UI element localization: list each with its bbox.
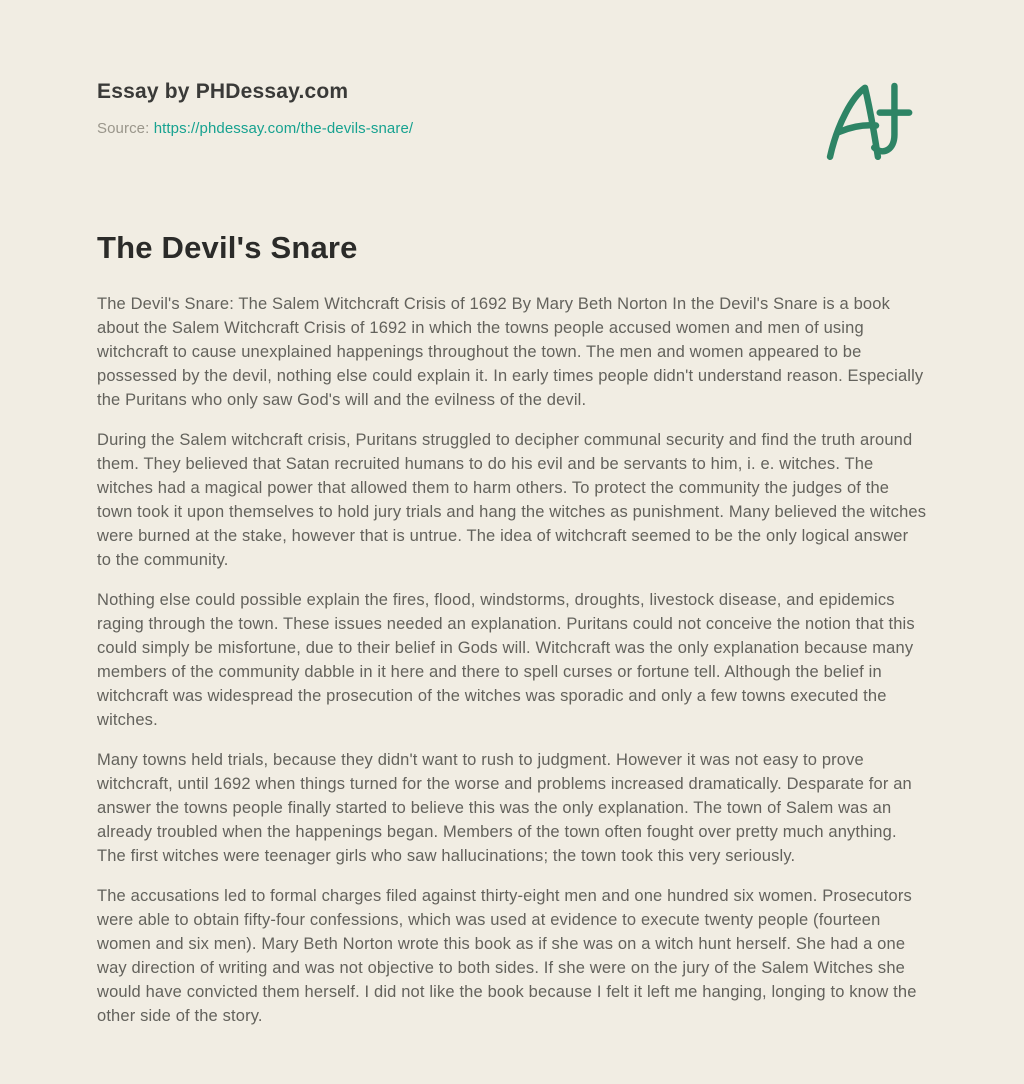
source-line: [97, 120, 413, 137]
essay-paragraph: Nothing else could possible explain the fires, flood, windstorms, droughts, livestock disease, and epidemics raging through the town. These issues needed an explanation. Puritans could not conceive the notion that this could simply be misfortune, due to their belief in Gods will. Witchcraft was the only explanation because many members of the community dabble in it here and there to spell curses or fortune tell. Although the belief in witchcraft was widespread the prosecution of the witches was sporadic and only a few towns executed the witches.: [97, 591, 915, 729]
source-link[interactable]: https://phdessay.com/the-devils-snare/: [153, 120, 414, 137]
essay-paragraph: The Devil's Snare: The Salem Witchcraft Crisis of 1692 By Mary Beth Norton In the Devil's Snare is a book about the Salem Witchcraft Crisis of 1692 in which the towns people accused women and men of using witchcraft to cause unexplained happenings throughout the town. The men and women appeared to be possessed by the devil, nothing else could explain it. In early times people didn't understand reason. Especially the Puritans who only saw God's will and the evilness of the devil.: [97, 295, 924, 409]
essay-title: The Devil's Snare: [97, 230, 358, 265]
source-label: Source:: [97, 120, 150, 137]
essay-paragraph: The accusations led to formal charges filed against thirty-eight men and one hundred six women. Prosecutors were able to obtain fifty-four confessions, which was used at evidence to execute twenty people (fourteen women and six men). Mary Beth Norton wrote this book as if she was on a witch hunt herself. She had a one way direction of writing and was not objective to both sides. If she were on the jury of the Salem Witches she would have convicted them herself. I did not like the book because I felt it left me hanging, longing to know the other side of the story.: [97, 887, 917, 1025]
essay-paragraph: Many towns held trials, because they didn't want to rush to judgment. However it was not easy to prove witchcraft, until 1692 when things turned for the worse and problems increased dramatically. Desparate for an answer the towns people finally started to believe this was the only explanation. The town of Salem was an already troubled when the happenings began. Members of the town often fought over pretty much anything. The first witches were teenager girls who saw hallucinations; the town took this very seriously.: [97, 751, 912, 865]
site-header-title: Essay by PHDessay.com: [97, 80, 349, 103]
page-header-row: [97, 74, 927, 166]
essay-body: [97, 292, 927, 1028]
page-header-left: [97, 74, 413, 137]
phdessay-a-plus-logo-icon: [817, 74, 913, 166]
essay-paragraph: During the Salem witchcraft crisis, Puritans struggled to decipher communal security and find the truth around them. They believed that Satan recruited humans to do his evil and be servants to him, i. e. witches. The witches had a magical power that allowed them to harm others. To protect the community the judges of the town took it upon themselves to hold jury trials and hang the witches as punishment. Many believed the witches were burned at the stake, however that is untrue. The idea of witchcraft seemed to be the only logical answer to the community.: [97, 431, 927, 569]
